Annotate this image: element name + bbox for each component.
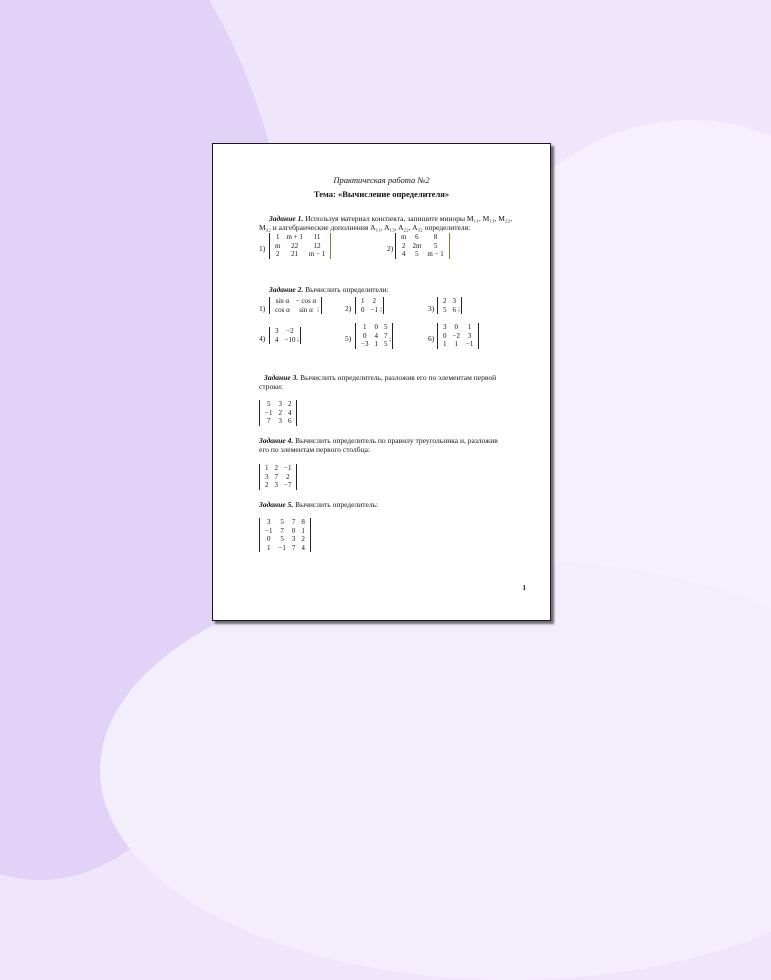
- determinant-cell: 0: [361, 305, 365, 314]
- determinant-cell: 2: [285, 472, 290, 481]
- determinant-cell: 8: [301, 518, 305, 526]
- task4-text-line2: его по элементам первого столбца:: [259, 445, 371, 454]
- task1-label: Задание 1.: [269, 214, 304, 223]
- task2-item5-suffix: ;: [389, 334, 392, 343]
- task2-item1-suffix: ;: [317, 304, 320, 313]
- determinant-cell: 3: [266, 518, 271, 526]
- determinant-cell: −1: [284, 464, 292, 472]
- determinant-cell: 7: [291, 518, 296, 526]
- determinant-row: [440, 306, 459, 315]
- determinant-cell: 7: [383, 331, 388, 340]
- determinant-matrix: [398, 233, 447, 259]
- determinant-row: [272, 233, 328, 242]
- task2-item4-suffix: ;: [297, 334, 300, 343]
- determinant-cell: 3: [275, 327, 279, 335]
- determinant-cell: 5: [383, 323, 388, 331]
- determinant-cell: 1: [374, 340, 378, 348]
- determinant-cell: 1: [362, 323, 367, 331]
- determinant-matrix: [440, 297, 459, 314]
- determinant-cell: m + 1: [286, 233, 303, 241]
- determinant-cell: 12: [313, 241, 321, 250]
- determinant-row: [262, 518, 308, 527]
- determinant-cell: 4: [374, 331, 378, 340]
- determinant-row: [272, 297, 319, 306]
- determinant-cell: 22: [291, 241, 299, 250]
- determinant-row: [262, 409, 294, 418]
- determinant-cell: 0: [266, 535, 271, 543]
- task2-label: Задание 2.: [269, 285, 304, 294]
- determinant-cell: 5: [266, 400, 271, 408]
- task2-item2-suffix: ;: [380, 304, 383, 313]
- task2-item3-label: 3): [428, 304, 435, 313]
- determinant-cell: 6: [415, 233, 419, 241]
- determinant-cell: 0: [443, 331, 447, 340]
- determinant-row: [262, 544, 308, 553]
- determinant-row: [262, 535, 308, 544]
- determinant-cell: 3: [274, 481, 278, 489]
- determinant-matrix: [262, 400, 294, 426]
- task4-line1: [259, 436, 498, 445]
- determinant-matrix: [272, 327, 298, 344]
- task5-text: Вычислить определитель:: [293, 500, 379, 509]
- determinant-cell: 2: [265, 481, 269, 489]
- determinant-cell: 2: [443, 297, 447, 305]
- determinant-matrix: [358, 297, 381, 314]
- determinant-cell: 11: [313, 233, 321, 241]
- determinant-cell: 1: [361, 297, 365, 305]
- determinant-row: [272, 327, 298, 336]
- task5-line: [259, 500, 378, 509]
- determinant-cell: 3: [291, 535, 296, 543]
- determinant-cell: m − 1: [427, 250, 444, 258]
- determinant-matrix: [262, 464, 294, 490]
- determinant-cell: 2: [401, 241, 406, 250]
- task2-item5-determinant: [355, 323, 393, 349]
- determinant-cell: 21: [291, 250, 299, 258]
- task2-item6-label: 6): [428, 334, 435, 343]
- determinant-cell: 1: [265, 464, 269, 472]
- determinant-cell: 6: [287, 417, 292, 425]
- determinant-row: [358, 332, 390, 341]
- task2-item4-label: 4): [259, 334, 266, 343]
- determinant-cell: 3: [443, 323, 447, 331]
- task1-item1-label: 1): [259, 244, 266, 253]
- determinant-cell: m: [401, 233, 407, 241]
- task2-item1-determinant: [269, 297, 322, 314]
- determinant-cell: cos α: [275, 305, 290, 314]
- determinant-cell: 3: [467, 331, 472, 340]
- task3-text-line1: Вычислить определитель, разложив его по элементам первой: [298, 373, 497, 382]
- determinant-cell: 2: [274, 464, 278, 472]
- task4-label: Задание 4.: [259, 436, 294, 445]
- determinant-cell: 4: [275, 335, 279, 344]
- determinant-row: [398, 250, 447, 259]
- determinant-cell: 7: [266, 417, 271, 425]
- task4-determinant: [259, 464, 297, 490]
- determinant-cell: −7: [284, 481, 292, 489]
- determinant-cell: 2: [287, 400, 292, 408]
- determinant-cell: 7: [280, 526, 284, 535]
- task3-line1: [264, 373, 496, 382]
- task1-text-line2: M₃₂ и алгебраические дополнения A₁₁, A₁₃, A₂₂, A₃₂ определителя:: [259, 223, 471, 232]
- task1-text-line1: Используя материал конспекта, запишите миноры M₁₁, M₁₃, M₂₂,: [303, 214, 512, 223]
- determinant-cell: 4: [287, 408, 292, 417]
- determinant-row: [440, 332, 476, 341]
- determinant-cell: −1: [278, 543, 286, 552]
- determinant-cell: m: [275, 241, 281, 250]
- task2-item6-determinant: [437, 323, 479, 349]
- determinant-cell: m − 1: [308, 250, 326, 258]
- determinant-cell: 0: [374, 323, 378, 331]
- determinant-cell: 3: [278, 400, 282, 408]
- document-title: Практическая работа №2: [333, 175, 430, 185]
- determinant-matrix: [272, 297, 319, 314]
- determinant-cell: 2: [275, 250, 280, 258]
- determinant-row: [440, 340, 476, 349]
- determinant-cell: 0: [291, 526, 296, 535]
- determinant-cell: 7: [291, 543, 296, 552]
- determinant-row: [358, 340, 390, 349]
- determinant-cell: 3: [278, 417, 282, 425]
- determinant-row: [440, 297, 459, 306]
- determinant-cell: 8: [433, 233, 438, 241]
- determinant-row: [262, 527, 308, 536]
- task2-item5-label: 5): [345, 334, 352, 343]
- determinant-matrix: [262, 518, 308, 552]
- determinant-cell: 4: [301, 543, 305, 552]
- page-number: 1: [522, 584, 526, 592]
- determinant-cell: 3: [452, 297, 456, 305]
- determinant-cell: 5: [443, 305, 447, 314]
- determinant-cell: − cos α: [295, 297, 317, 305]
- determinant-cell: 5: [280, 518, 284, 526]
- determinant-cell: −3: [361, 340, 369, 348]
- task5-label: Задание 5.: [259, 500, 294, 509]
- task1-item2-determinant: [395, 233, 450, 259]
- determinant-row: [262, 464, 294, 473]
- determinant-cell: 1: [467, 323, 472, 331]
- determinant-cell: 5: [383, 340, 388, 348]
- task1-item1-determinant: [269, 233, 331, 259]
- determinant-matrix: [440, 323, 476, 349]
- task2-text: Вычислить определители:: [303, 285, 389, 294]
- determinant-cell: 1: [266, 543, 271, 552]
- determinant-cell: 3: [265, 472, 269, 481]
- determinant-cell: 1: [275, 233, 280, 241]
- task3-text-line2: строки:: [259, 382, 283, 391]
- task4-text-line1: Вычислить определитель по правилу треугольника и, разложив: [293, 436, 498, 445]
- task2-item1-label: 1): [259, 304, 266, 313]
- determinant-row: [440, 323, 476, 332]
- determinant-cell: 0: [362, 331, 367, 340]
- determinant-cell: 6: [452, 305, 456, 314]
- document-page: [212, 143, 551, 621]
- task3-label: Задание 3.: [264, 373, 299, 382]
- determinant-cell: 1: [443, 340, 447, 348]
- determinant-cell: −1: [465, 340, 474, 348]
- determinant-row: [358, 297, 381, 306]
- determinant-matrix: [358, 323, 390, 349]
- determinant-cell: 5: [415, 250, 419, 258]
- task2-line: [269, 285, 389, 294]
- determinant-cell: sin α: [275, 297, 290, 305]
- determinant-cell: 4: [401, 250, 406, 258]
- task1-line1: [269, 214, 512, 223]
- task3-determinant: [259, 400, 297, 426]
- determinant-cell: 1: [301, 526, 305, 535]
- determinant-cell: 5: [280, 535, 284, 543]
- determinant-row: [262, 417, 294, 426]
- determinant-cell: −1: [265, 526, 273, 535]
- determinant-row: [358, 323, 390, 332]
- determinant-matrix: [272, 233, 328, 259]
- determinant-cell: 0: [454, 323, 458, 331]
- determinant-row: [358, 306, 381, 315]
- determinant-cell: 5: [433, 241, 438, 250]
- determinant-row: [398, 242, 447, 251]
- task2-item2-label: 2): [345, 304, 352, 313]
- determinant-cell: −2: [452, 331, 460, 340]
- determinant-cell: 2: [278, 408, 282, 417]
- determinant-cell: 1: [454, 340, 458, 348]
- determinant-cell: −1: [370, 305, 378, 314]
- determinant-row: [272, 250, 328, 259]
- determinant-cell: −10: [284, 335, 296, 344]
- determinant-cell: 2: [301, 535, 305, 543]
- determinant-row: [398, 233, 447, 242]
- task1-item2-label: 2): [387, 244, 394, 253]
- determinant-cell: −2: [286, 327, 294, 335]
- determinant-cell: 2: [372, 297, 376, 305]
- determinant-row: [272, 306, 319, 315]
- task5-determinant: [259, 518, 311, 552]
- determinant-row: [262, 400, 294, 409]
- determinant-row: [262, 481, 294, 490]
- task2-item3-suffix: ;: [458, 304, 461, 313]
- determinant-cell: 2m: [412, 241, 422, 250]
- determinant-row: [262, 473, 294, 482]
- determinant-cell: sin α: [299, 305, 313, 314]
- determinant-cell: −1: [265, 408, 273, 417]
- document-topic: Тема: «Вычисление определителя»: [313, 189, 450, 199]
- determinant-cell: 7: [274, 472, 278, 481]
- determinant-row: [272, 336, 298, 345]
- determinant-row: [272, 242, 328, 251]
